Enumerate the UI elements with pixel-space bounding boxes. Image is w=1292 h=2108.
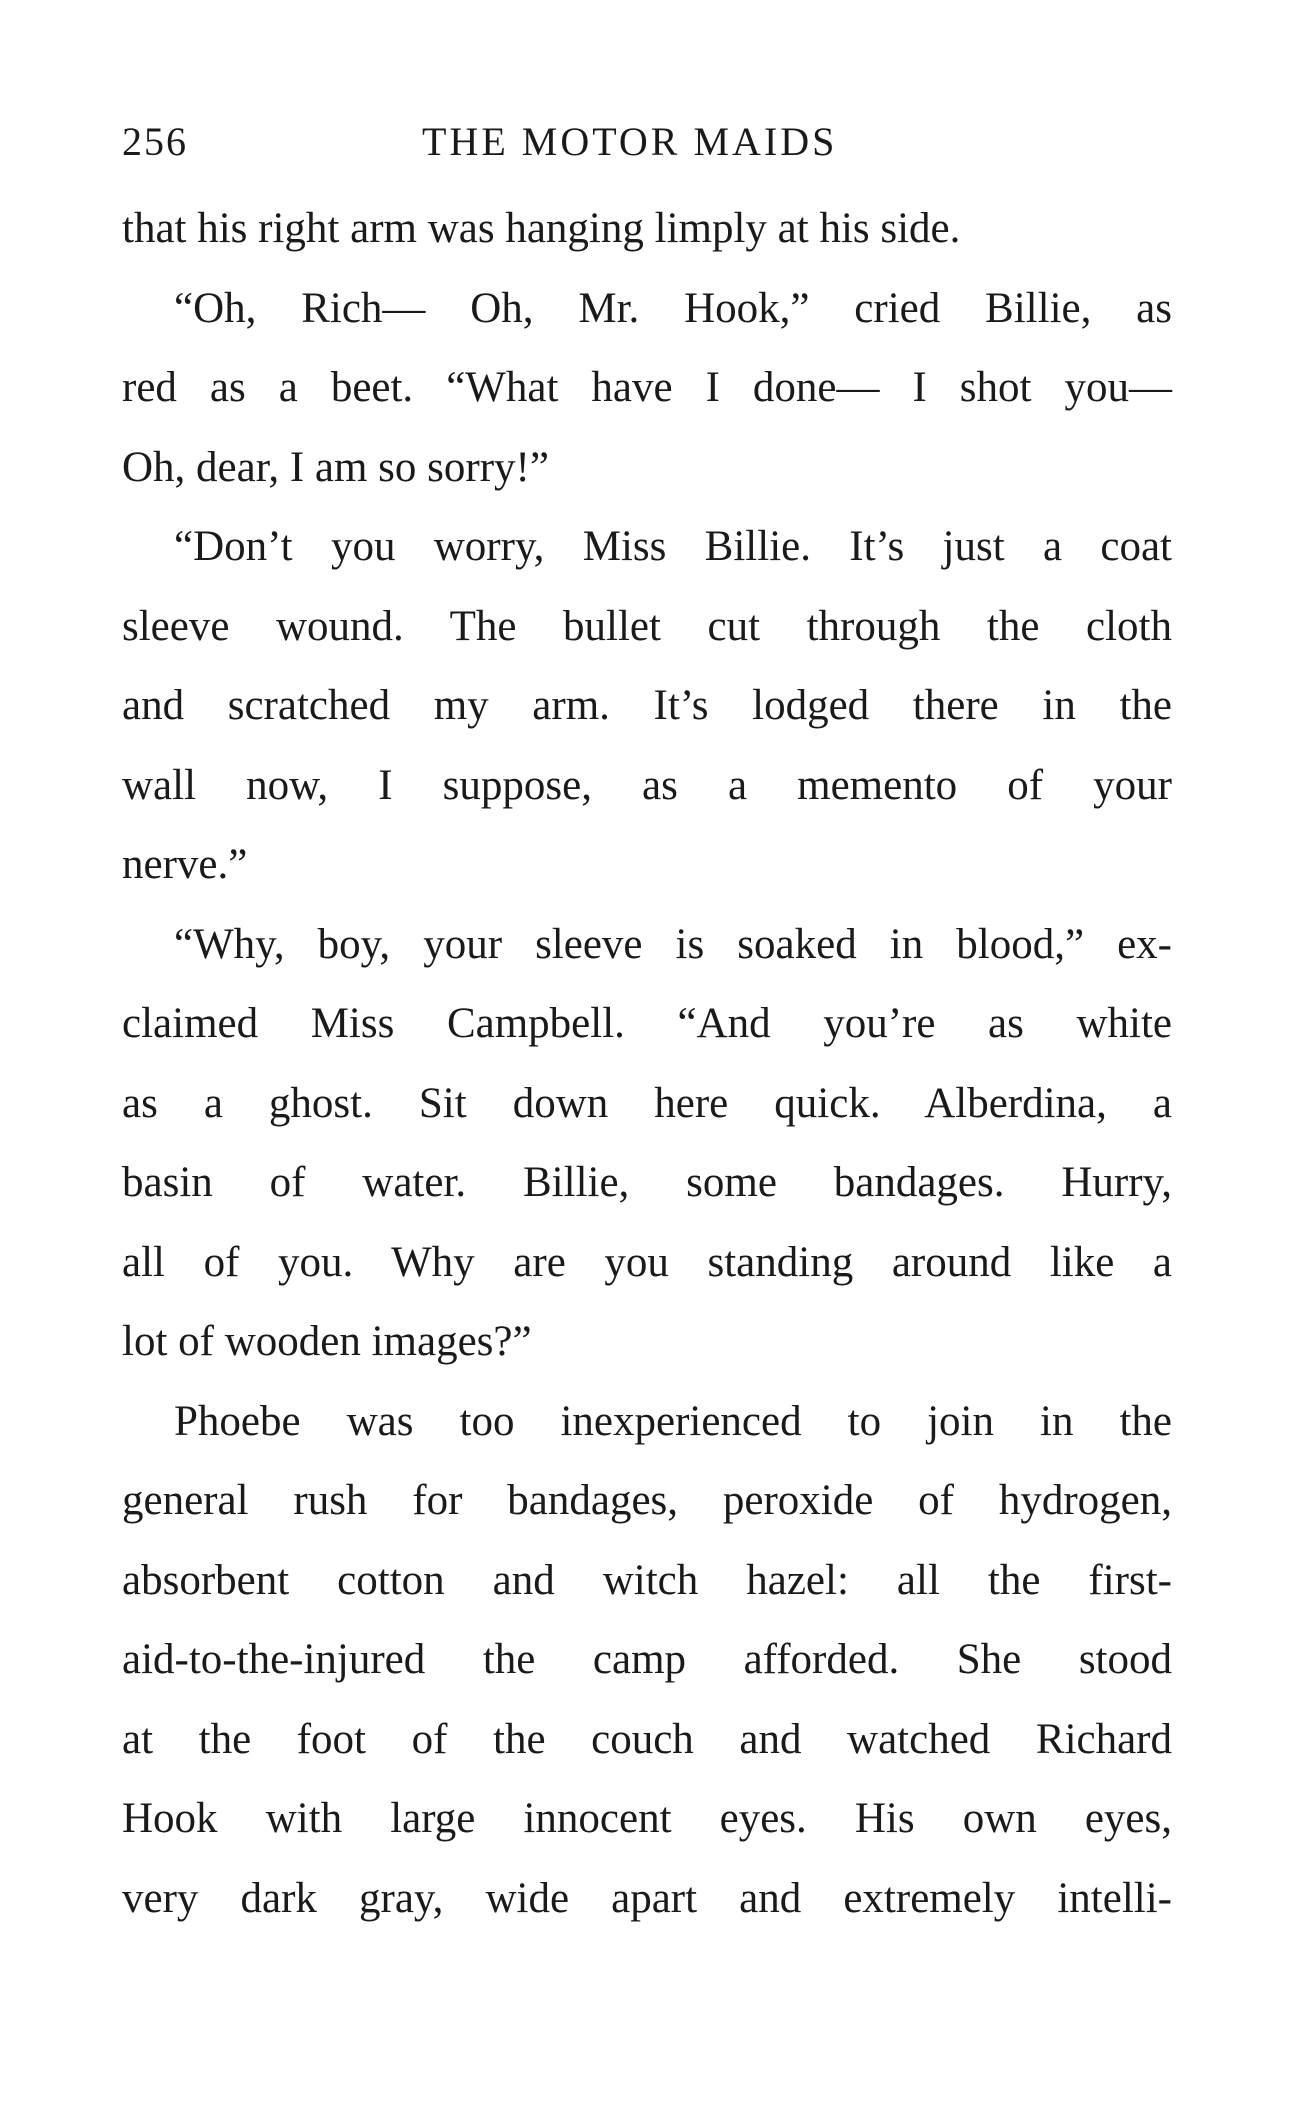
text-line: general rush for bandages, peroxide of hydrogen, bbox=[122, 1477, 1172, 1524]
running-head bbox=[122, 118, 1172, 168]
text-line: claimed Miss Campbell. “And you’re as white bbox=[122, 1000, 1172, 1047]
text-line: Hook with large innocent eyes. His own eyes, bbox=[122, 1795, 1172, 1842]
text-line: at the foot of the couch and watched Richard bbox=[122, 1715, 1172, 1763]
text-line: nerve.” bbox=[122, 841, 248, 888]
running-title: THE MOTOR MAIDS bbox=[422, 119, 838, 164]
page-number: 256 bbox=[122, 119, 188, 164]
text-line: as a ghost. Sit down here quick. Alberdina, a bbox=[122, 1079, 1172, 1127]
text-line: aid-to-the-injured the camp afforded. She stood bbox=[122, 1636, 1172, 1683]
text-line: lot of wooden images?” bbox=[122, 1318, 532, 1365]
text-line: “Oh, Rich— Oh, Mr. Hook,” cried Billie, as bbox=[174, 284, 1172, 332]
text-line: that his right arm was hanging limply at his side. bbox=[122, 205, 961, 252]
text-line: very dark gray, wide apart and extremely intelli- bbox=[122, 1874, 1172, 1922]
text-line: absorbent cotton and witch hazel: all the first- bbox=[122, 1556, 1172, 1604]
text-line: Oh, dear, I am so sorry!” bbox=[122, 443, 549, 491]
text-line: all of you. Why are you standing around like a bbox=[122, 1238, 1172, 1286]
text-line: Phoebe was too inexperienced to join in the bbox=[174, 1397, 1172, 1445]
text-line: red as a beet. “What have I done— I shot you— bbox=[122, 364, 1172, 411]
text-line: “Don’t you worry, Miss Billie. It’s just a coat bbox=[174, 523, 1172, 570]
text-line: sleeve wound. The bullet cut through the cloth bbox=[122, 602, 1172, 650]
text-line: and scratched my arm. It’s lodged there in the bbox=[122, 682, 1172, 729]
text-line: wall now, I suppose, as a memento of your bbox=[122, 761, 1172, 809]
body-text bbox=[122, 204, 1172, 1953]
text-line: “Why, boy, your sleeve is soaked in blood,” ex- bbox=[174, 920, 1172, 968]
text-line: basin of water. Billie, some bandages. Hurry, bbox=[122, 1159, 1172, 1206]
